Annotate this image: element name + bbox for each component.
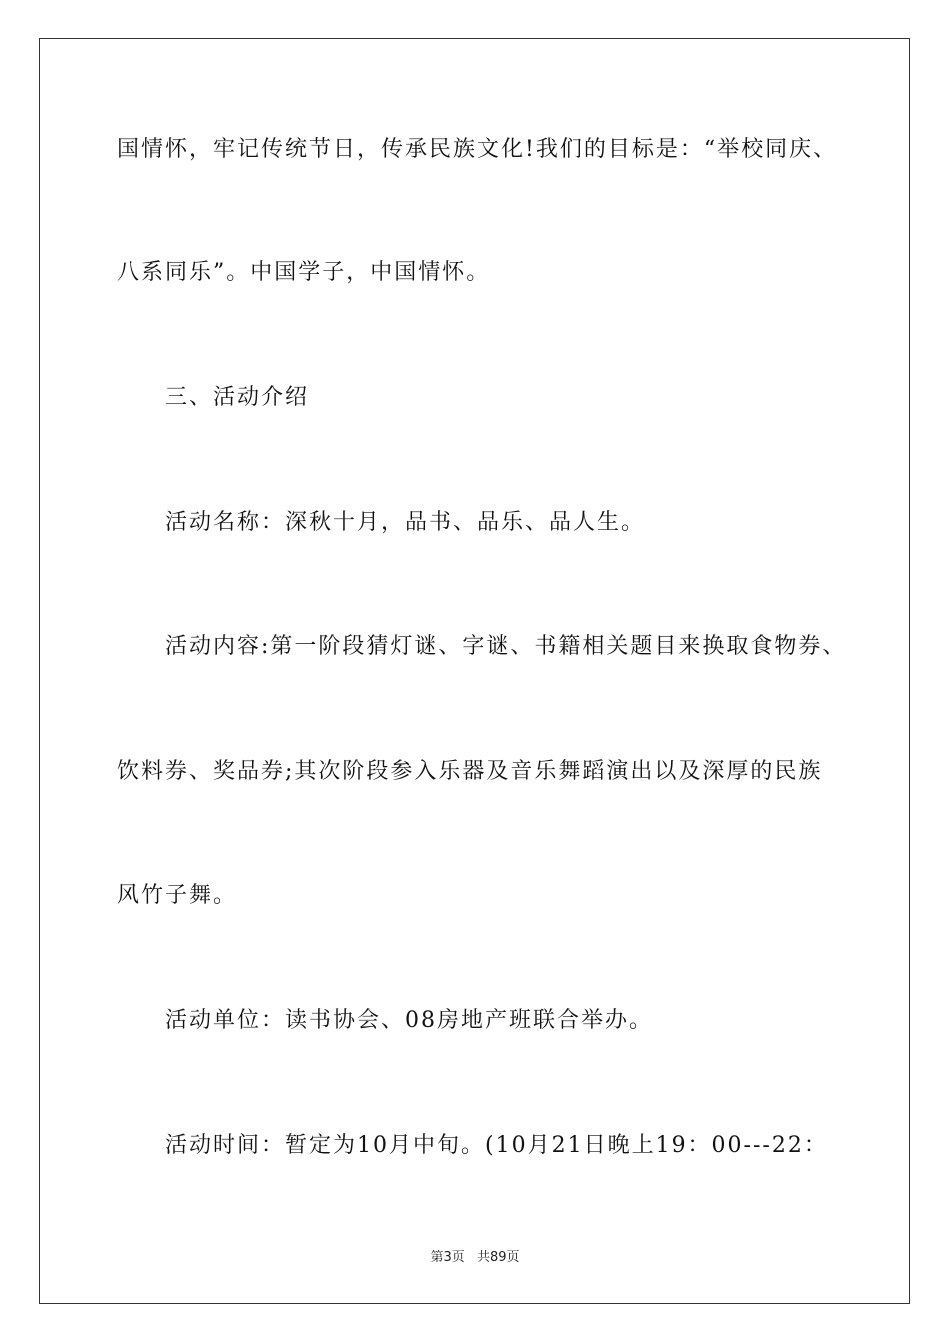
text-line-6: 饮料券、奖品券;其次阶段参入乐器及音乐舞蹈演出以及深厚的民族 xyxy=(117,759,823,784)
current-page-label: 第3页 xyxy=(430,1250,465,1265)
text-line-7: 风竹子舞。 xyxy=(117,883,238,908)
page-frame xyxy=(39,38,910,1304)
text-line-activity-name: 活动名称：深秋十月，品书、品乐、品人生。 xyxy=(165,510,646,535)
text-line-activity-time: 活动时间：暂定为10月中旬。(10月21日晚上19：00---22： xyxy=(165,1133,828,1158)
total-pages-label: 共89页 xyxy=(476,1250,520,1265)
text-line-2: 八系同乐”。中国学子，中国情怀。 xyxy=(117,260,491,285)
text-line-1: 国情怀，牢记传统节日，传承民族文化!我们的目标是：“举校同庆、 xyxy=(117,137,838,162)
page-footer xyxy=(0,1246,950,1265)
section-heading: 三、活动介绍 xyxy=(165,385,310,410)
text-line-activity-content: 活动内容:第一阶段猜灯谜、字谜、书籍相关题目来换取食物券、 xyxy=(165,634,847,659)
text-line-activity-unit: 活动单位：读书协会、08房地产班联合举办。 xyxy=(165,1008,653,1033)
